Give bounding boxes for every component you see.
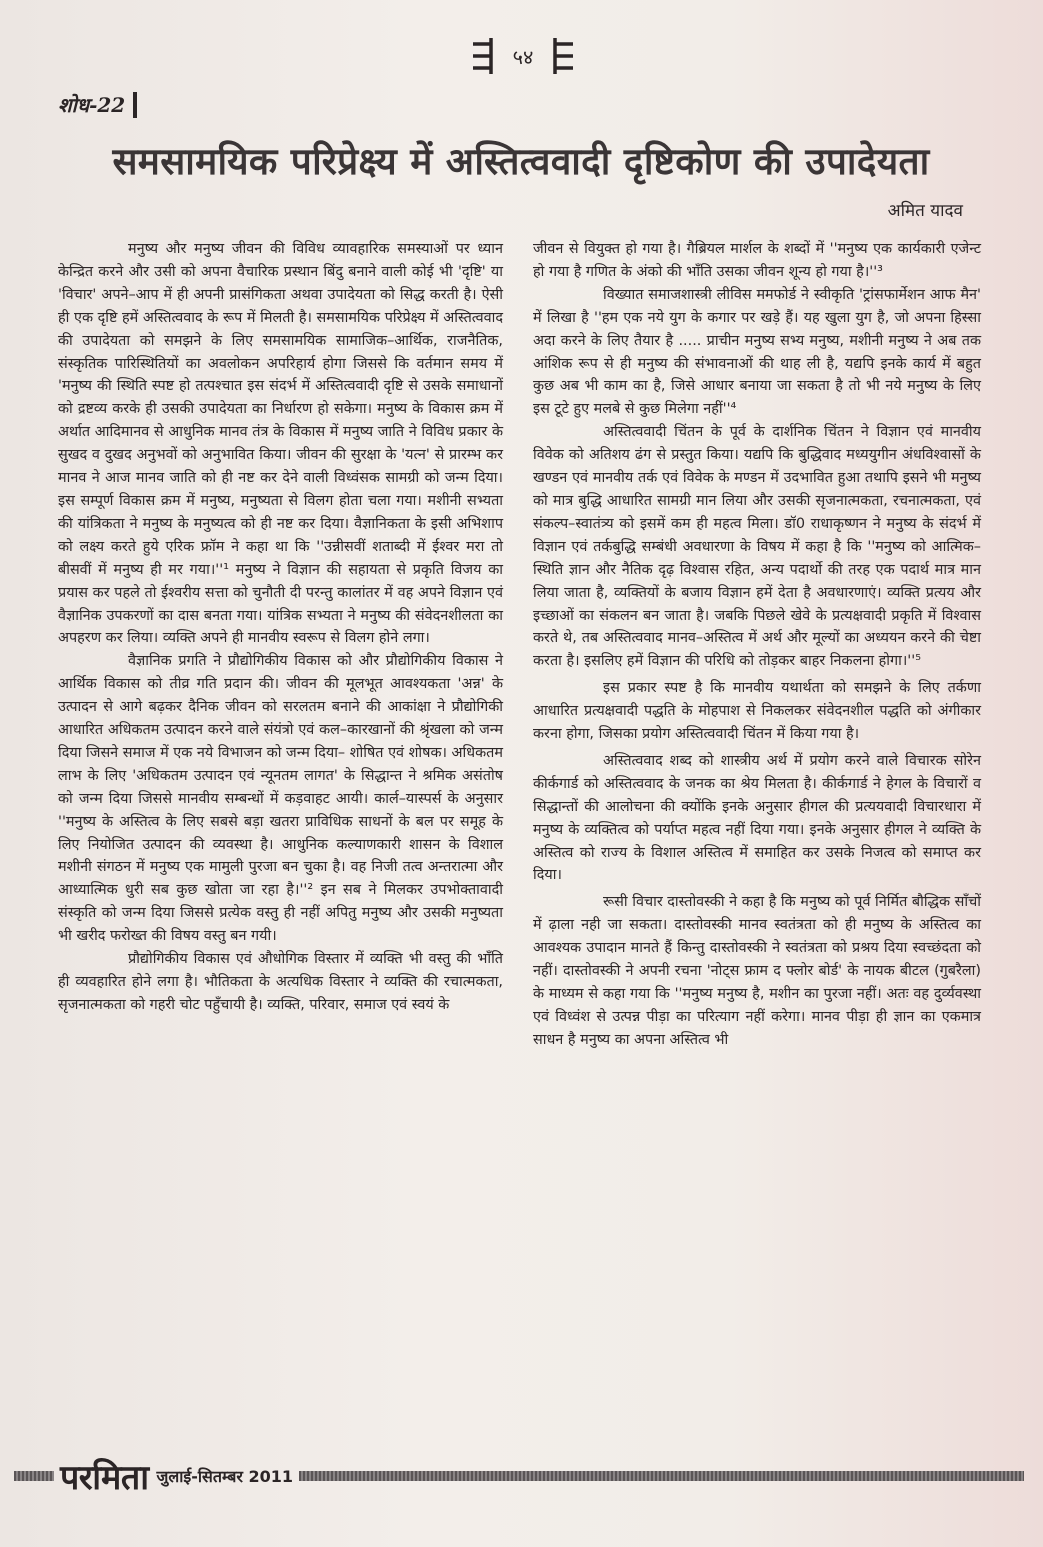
paragraph: अस्तित्ववाद शब्द को शास्त्रीय अर्थ में प्रयोग करने वाले विचारक सोरेन कीर्कगार्ड को अस्तित्ववाद के जनक का श्रेय मिलता है। कीर्कगार्ड ने हेगल के विचारों व सिद्धान्तों की आलोचना की क्योंकि इनके अनुसार हीगल की प्रत्ययवादी विचारधारा में मनुष्य के व्यक्तित्व को पर्याप्त महत्व नहीं दिया गया। इनके अनुसार हीगल ने व्यक्ति के अस्तित्व को राज्य के विशाल अस्तित्व में समाहित कर उसके निजत्व को समाप्त कर दिया। <box>533 752 981 884</box>
section-tag: शोध-22 <box>58 92 137 118</box>
left-column <box>58 238 503 1017</box>
ornament-right-icon <box>543 34 577 78</box>
paragraph: विख्यात समाजशास्त्री लीविस ममफोर्ड ने स्वीकृति 'ट्रांसफार्मेशन आफ मैन' में लिखा है ''हम एक नये युग के कगार पर खड़े हैं। यह खुला युग है, जो अपना हिस्सा अदा करने के लिए तैयार है ..... प्राचीन मनुष्य सभ्य मनुष्य, मशीनी मनुष्य ने अब तक आंशिक रूप से ही मनुष्य की संभावनाओं की थाह ली है, यद्यपि इनके कार्य में बहुत कुछ अब भी काम का है, जिसे आधार बनाया जा सकता है तो भी नये मनुष्य के लिए इस टूटे हुए मलबे से कुछ मिलेगा नहीं''⁴ <box>533 286 981 418</box>
paragraph: जीवन से वियुक्त हो गया है। गैब्रियल मार्शल के शब्दों में ''मनुष्य एक कार्यकारी एजेन्ट हो गया है गणित के अंको की भाँति उसका जीवन शून्य हो गया है।''³ <box>533 241 981 280</box>
ornament-left-icon <box>469 34 503 78</box>
right-column <box>533 238 981 1052</box>
article-title: समसामयिक परिप्रेक्ष्य में अस्तित्ववादी दृष्टिकोण की उपादेयता <box>112 140 930 183</box>
paragraph: वैज्ञानिक प्रगति ने प्रौद्योगिकीय विकास को और प्रौद्योगिकीय विकास ने आर्थिक विकास को तीव्र गति प्रदान की। जीवन की मूलभूत आवश्यकता 'अन्न' के उत्पादन से आगे बढ़कर दैनिक जीवन को सरलतम बनाने की आकांक्षा ने प्रौद्योगिकी आधारित अधिकतम उत्पादन करने वाले संयंत्रो एवं कल–कारखानों की श्रृंखला को जन्म दिया जिसने समाज में एक नये विभाजन को जन्म दिया– शोषित एवं शोषक। अधिकतम लाभ के लिए 'अधिकतम उत्पादन एवं न्यूनतम लागत' के सिद्धान्त ने श्रमिक असंतोष को जन्म दिया जिससे मानवीय सम्बन्धों में कड़वाहट आयी। कार्ल–यास्पर्स के अनुसार ''मनुष्य के अस्तित्व के लिए सबसे बड़ा खतरा प्राविधिक साधनों के बल पर समूह के लिए नियोजित उत्पादन की व्यवस्था है। आधुनिक कल्याणकारी शासन के विशाल मशीनी संगठन में मनुष्य एक मामुली पुरजा बन चुका है। वह निजी तत्व अन्तरात्मा और आध्यात्मिक धुरी सब कुछ खोता जा रहा है।''² इन सब ने मिलकर उपभोक्तावादी संस्कृति को जन्म दिया जिससे प्रत्येक वस्तु ही नहीं अपितु मनुष्य और उसकी मनुष्यता भी खरीद फरोख्त की विषय वस्तु बन गयी। <box>58 653 503 945</box>
article-author: अमित यादव <box>887 201 963 221</box>
paragraph: रूसी विचार दास्तोवस्की ने कहा है कि मनुष्य को पूर्व निर्मित बौद्धिक साँचों में ढ़ाला नही जा सकता। दास्तोवस्की मानव स्वतंत्रता को ही मनुष्य के अस्तित्व का आवश्यक उपादान मानते हैं किन्तु दास्तोवस्की ने स्वतंत्रता को प्रश्रय दिया स्वच्छंदता को नहीं। दास्तोवस्की ने अपनी रचना 'नोट्स फ्राम द फ्लोर बोर्ड' के नायक बीटल (गुबरैला) के माध्यम से कहा गया कि ''मनुष्य मनुष्य है, मशीन का पुरजा नहीं। अतः वह दुर्व्यवस्था एवं विध्वंश से उत्पन्न पीड़ा का परित्याग नहीं करेगा। मानव पीड़ा ही ज्ञान का एकमात्र साधन है मनुष्य का अपना अस्तित्व भी <box>533 894 981 1048</box>
magazine-name: परमिता <box>60 1458 149 1498</box>
paragraph: इस प्रकार स्पष्ट है कि मानवीय यथार्थता को समझने के लिए तर्कणा आधारित प्रत्यक्षवादी पद्धति के मोहपाश से निकलकर संवेदनशील पद्धति को अंगीकार करना होगा, जिसका प्रयोग अस्तित्ववादी चिंतन में किया गया है। <box>533 680 981 743</box>
page-number-header <box>448 30 598 82</box>
paragraph: मनुष्य और मनुष्य जीवन की विविध व्यावहारिक समस्याओं पर ध्यान केन्द्रित करने और उसी को अपना वैचारिक प्रस्थान बिंदु बनाने वाली कोई भी 'दृष्टि' या 'विचार' अपने–आप में ही अपनी प्रासंगिकता अथवा उपादेयता को सिद्ध करती है। ऐसी ही एक दृष्टि हमें अस्तित्ववाद के रूप में मिलती है। समसामयिक परिप्रेक्ष्य में अस्तित्ववाद की उपादेयता को समझने के लिए समसामयिक सामाजिक–आर्थिक, राजनैतिक, संस्कृतिक पारिस्थितियों का अवलोकन अपरिहार्य होगा जिससे कि वर्तमान समय में 'मनुष्य की स्थिति स्पष्ट हो तत्पश्चात इस संदर्भ में अस्तित्ववादी दृष्टि से उसके समाधानों को द्रष्टव्य करके ही उसकी उपादेयता का निर्धारण हो सकेगा। मनुष्य के विकास क्रम में अर्थात आदिमानव से आधुनिक मानव तंत्र के विकास में मनुष्य जाति ने विविध प्रकार के सुखद व दुखद अनुभवों को अनुभावित किया। जीवन की सुरक्षा के 'यत्न' से प्रारम्भ कर मानव ने आज मानव जाति को ही नष्ट कर देने वाली विध्वंसक सामग्री को जन्म दिया। इस सम्पूर्ण विकास क्रम में मनुष्य, मनुष्यता से विलग होता चला गया। मशीनी सभ्यता की यांत्रिकता ने मनुष्य के मनुष्यत्व को ही नष्ट कर दिया। वैज्ञानिकता के इसी अभिशाप को लक्ष्य करते हुये एरिक फ्रॉम ने कहा था कि ''उन्नीसवीं शताब्दी में ईश्वर मरा तो बीसवीं में मनुष्य ही मर गया।''¹ मनुष्य ने विज्ञान की सहायता से प्रकृति विजय का प्रयास कर पहले तो ईश्वरीय सत्ता को चुनौती दी परन्तु कालांतर में वह अपने विज्ञान एवं वैज्ञानिक उपकरणों का दास बनता गया। यांत्रिक सभ्यता ने मनुष्य की संवेदनशीलता का अपहरण कर लिया। व्यक्ति अपने ही मानवीय स्वरूप से विलग होने लगा। <box>58 241 503 647</box>
page-number: ५४ <box>512 44 534 69</box>
footer-rule-right <box>299 1471 1024 1481</box>
paragraph: अस्तित्ववादी चिंतन के पूर्व के दार्शनिक चिंतन ने विज्ञान एवं मानवीय विवेक को अतिशय ढंग से प्रस्तुत किया। यद्यपि कि बुद्धिवाद मध्ययुगीन अंधविश्वासों के खण्डन एवं मानवीय तर्क एवं विवेक के मण्डन में उदभावित हुआ तथापि इसने भी मनुष्य को मात्र बुद्धि आधारित सामग्री मान लिया और उसकी सृजनात्मकता, रचनात्मकता, एवं संकल्प–स्वातंत्र्य को इसमें कम ही महत्व मिला। डॉ0 राधाकृष्णन ने मनुष्य के संदर्भ में विज्ञान एवं तर्कबुद्धि सम्बंधी अवधारणा के विषय में कहा है कि ''मनुष्य को आत्मिक–स्थिति ज्ञान और नैतिक दृढ़ विश्वास रहित, अन्य पदार्थो की तरह एक पदार्थ मात्र मान लिया जाता है, व्यक्तियों के बजाय विज्ञान हमें देता है अवधारणाएं। व्यक्ति प्रत्यय और इच्छाओं का संकलन बन जाता है। जबकि पिछले खेवे के प्रत्यक्षवादी प्रकृति में विश्वास करते थे, तब अस्तित्ववाद मानव–अस्तित्व में अर्थ और मूल्यों का अध्ययन करने की चेष्टा करता है। इसलिए हमें विज्ञान की परिधि को तोड़कर बाहर निकलना होगा।''⁵ <box>533 424 981 670</box>
page-footer <box>14 1452 1024 1500</box>
paragraph: प्रौद्योगिकीय विकास एवं औधोगिक विस्तार में व्यक्ति भी वस्तु की भाँति ही व्यवहारित होने लगा है। भौतिकता के अत्यधिक विस्तार ने व्यक्ति की रचात्मकता, सृजनात्मकता को गहरी चोट पहुँचायी है। व्यक्ति, परिवार, समाज एवं स्वयं के <box>58 951 503 1013</box>
footer-rule-left <box>14 1471 54 1481</box>
issue-date: जुलाई-सितम्बर 2011 <box>156 1467 293 1486</box>
